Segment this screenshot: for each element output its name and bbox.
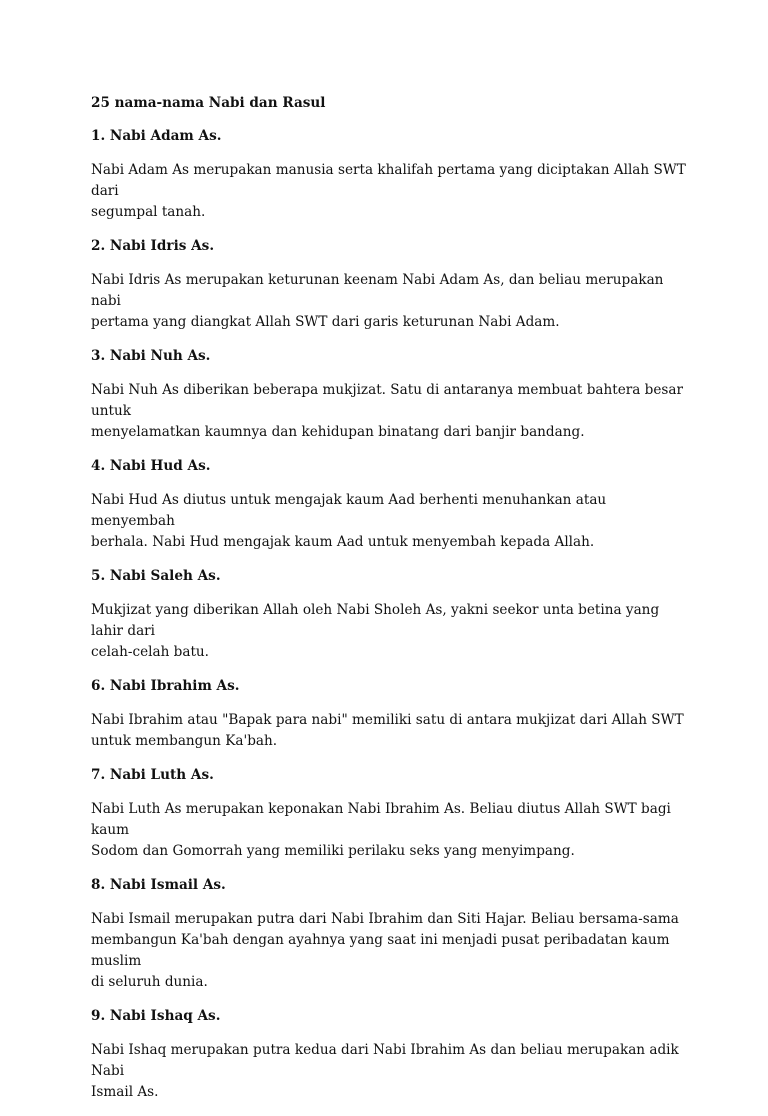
section-heading: 4. Nabi Hud As. bbox=[91, 458, 211, 474]
section-2 bbox=[91, 236, 691, 333]
text-line: untuk membangun Ka'bah. bbox=[91, 733, 278, 749]
text-line: Nabi Ismail merupakan putra dari Nabi Ibrahim dan Siti Hajar. Beliau bersama-sama bbox=[91, 911, 679, 927]
section-9 bbox=[91, 1006, 691, 1103]
section-body bbox=[91, 380, 691, 443]
section-heading: 6. Nabi Ibrahim As. bbox=[91, 678, 240, 694]
section-body bbox=[91, 160, 691, 223]
section-body bbox=[91, 799, 691, 862]
document-title: 25 nama-nama Nabi dan Rasul bbox=[91, 95, 326, 111]
text-line: Nabi Ibrahim atau "Bapak para nabi" memiliki satu di antara mukjizat dari Allah SWT bbox=[91, 712, 684, 728]
section-heading: 7. Nabi Luth As. bbox=[91, 767, 214, 783]
text-line: Ismail As. bbox=[91, 1084, 159, 1100]
text-line: segumpal tanah. bbox=[91, 204, 206, 220]
section-body bbox=[91, 1040, 691, 1103]
text-line: pertama yang diangkat Allah SWT dari garis keturunan Nabi Adam. bbox=[91, 314, 560, 330]
section-body bbox=[91, 490, 691, 553]
text-line: Nabi Adam As merupakan manusia serta khalifah pertama yang diciptakan Allah SWT dari bbox=[91, 162, 686, 199]
section-4 bbox=[91, 456, 691, 553]
section-heading: 5. Nabi Saleh As. bbox=[91, 568, 221, 584]
text-line: celah-celah batu. bbox=[91, 644, 209, 660]
text-line: Mukjizat yang diberikan Allah oleh Nabi Sholeh As, yakni seekor unta betina yang lahir dari bbox=[91, 602, 660, 639]
document-page bbox=[91, 93, 691, 1116]
text-line: Nabi Nuh As diberikan beberapa mukjizat. Satu di antaranya membuat bahtera besar untuk bbox=[91, 382, 684, 419]
section-5 bbox=[91, 566, 691, 663]
text-line: membangun Ka'bah dengan ayahnya yang saat ini menjadi pusat peribadatan kaum muslim bbox=[91, 932, 670, 969]
section-3 bbox=[91, 346, 691, 443]
section-7 bbox=[91, 765, 691, 862]
section-heading: 9. Nabi Ishaq As. bbox=[91, 1008, 221, 1024]
section-heading: 8. Nabi Ismail As. bbox=[91, 877, 226, 893]
section-heading: 1. Nabi Adam As. bbox=[91, 128, 222, 144]
section-6 bbox=[91, 676, 691, 752]
text-line: Nabi Luth As merupakan keponakan Nabi Ibrahim As. Beliau diutus Allah SWT bagi kaum bbox=[91, 801, 671, 838]
section-body bbox=[91, 270, 691, 333]
text-line: Nabi Ishaq merupakan putra kedua dari Nabi Ibrahim As dan beliau merupakan adik Nabi bbox=[91, 1042, 679, 1079]
text-line: di seluruh dunia. bbox=[91, 974, 208, 990]
section-body bbox=[91, 909, 691, 993]
text-line: Nabi Idris As merupakan keturunan keenam Nabi Adam As, dan beliau merupakan nabi bbox=[91, 272, 664, 309]
section-1 bbox=[91, 126, 691, 223]
text-line: berhala. Nabi Hud mengajak kaum Aad untuk menyembah kepada Allah. bbox=[91, 534, 595, 550]
section-8 bbox=[91, 875, 691, 993]
section-body bbox=[91, 710, 691, 752]
section-body bbox=[91, 600, 691, 663]
section-heading: 2. Nabi Idris As. bbox=[91, 238, 215, 254]
text-line: Nabi Hud As diutus untuk mengajak kaum Aad berhenti menuhankan atau menyembah bbox=[91, 492, 607, 529]
text-line: menyelamatkan kaumnya dan kehidupan binatang dari banjir bandang. bbox=[91, 424, 585, 440]
section-heading: 3. Nabi Nuh As. bbox=[91, 348, 211, 364]
text-line: Sodom dan Gomorrah yang memiliki perilaku seks yang menyimpang. bbox=[91, 843, 575, 859]
